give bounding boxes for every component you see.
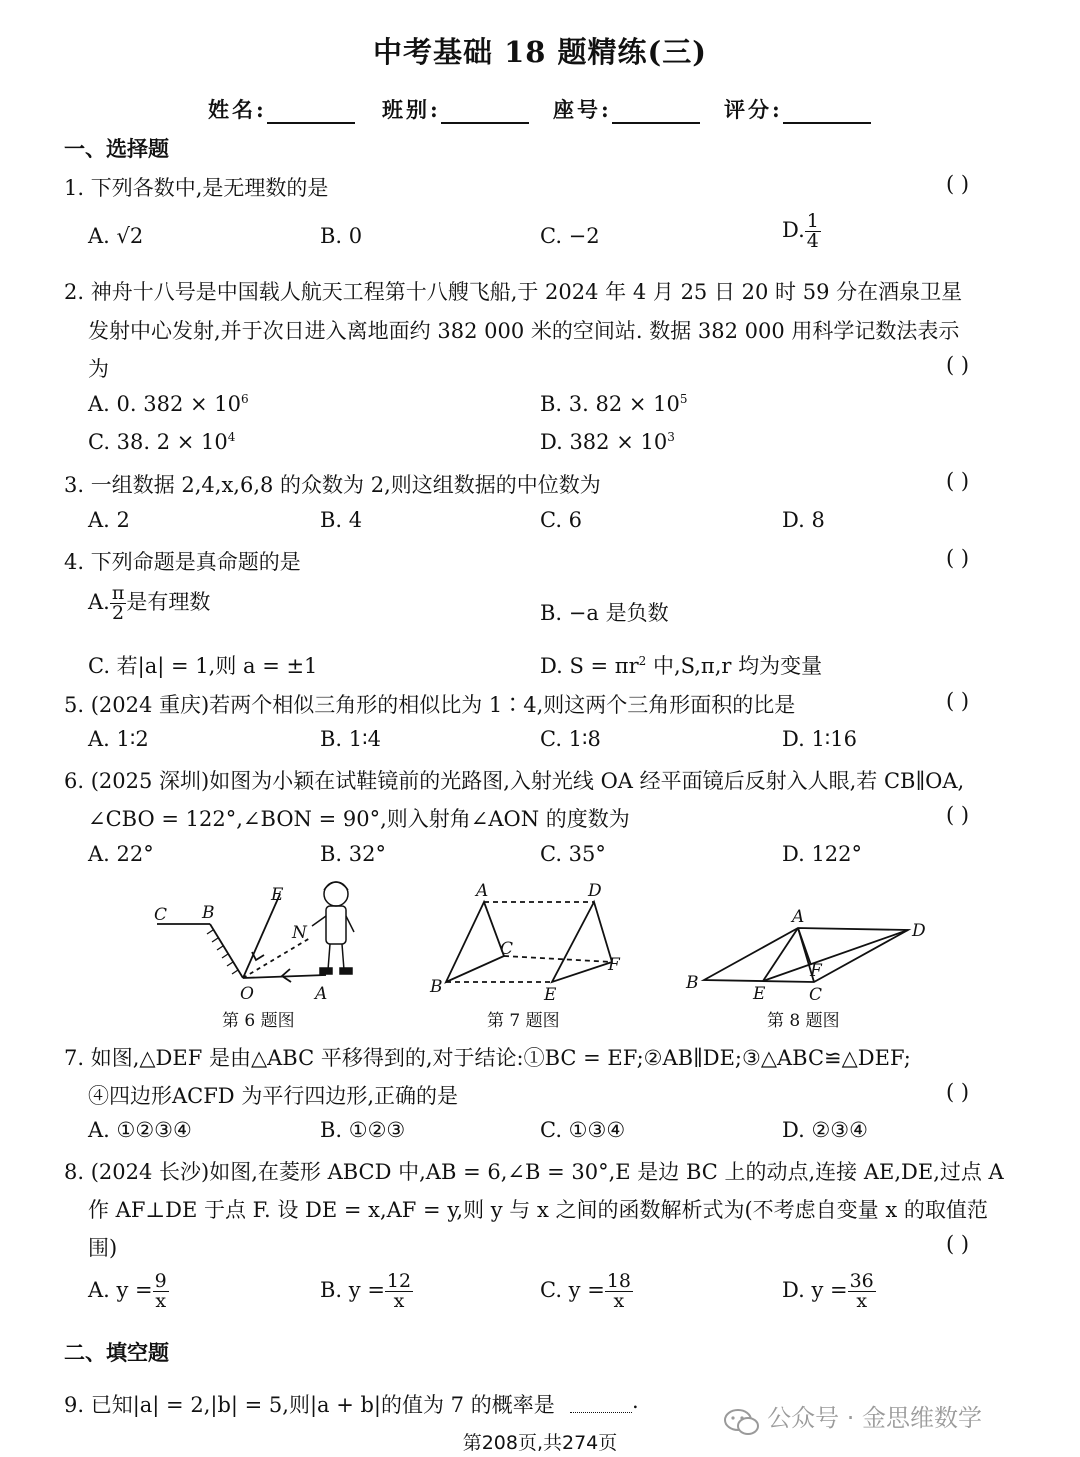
fig8-label-a: A bbox=[792, 908, 805, 927]
fig8-line-af bbox=[798, 928, 811, 965]
q8-answer-paren: ( ) bbox=[946, 1232, 970, 1256]
fig6-label-c: C bbox=[154, 905, 168, 925]
q8-b-prefix: B. y = bbox=[320, 1278, 385, 1302]
class-blank[interactable] bbox=[441, 100, 529, 124]
q1-d-prefix: D. bbox=[782, 218, 805, 242]
q2-option-b[interactable] bbox=[540, 392, 688, 416]
name-label: 姓名: bbox=[208, 97, 267, 122]
q7-option-c[interactable]: C. ①③④ bbox=[540, 1118, 626, 1142]
q5-option-d[interactable]: D. 1∶16 bbox=[782, 727, 857, 751]
q8-b-fraction bbox=[385, 1272, 413, 1311]
q1-option-d[interactable] bbox=[782, 212, 821, 251]
q2-option-d[interactable] bbox=[540, 430, 675, 454]
q3-option-c[interactable]: C. 6 bbox=[540, 508, 583, 532]
q2-a-text: A. 0. 382 × 10 bbox=[88, 392, 241, 416]
page-title: 中考基础 18 题精练(三) bbox=[373, 35, 707, 69]
q3-stem: 3. 一组数据 2,4,x,6,8 的众数为 2,则这组数据的中位数为 bbox=[64, 473, 601, 497]
q8-d-prefix: D. y = bbox=[782, 1278, 848, 1302]
q8-option-b[interactable] bbox=[320, 1272, 413, 1311]
figure-7 bbox=[426, 878, 626, 1008]
q6-answer-paren: ( ) bbox=[946, 803, 970, 827]
figure-8 bbox=[680, 908, 930, 1008]
q2-line1: 2. 神舟十八号是中国载人航天工程第十八艘飞船,于 2024 年 4 月 25 日 20 时 59 分在酒泉卫星 bbox=[64, 280, 963, 304]
fig8-label-f: F bbox=[810, 961, 822, 981]
q1-a-prefix: A. bbox=[88, 224, 110, 248]
q5-answer-paren: ( ) bbox=[946, 689, 970, 713]
fig7-label-f: F bbox=[608, 955, 620, 975]
q6-line1: 6. (2025 深圳)如图为小颖在试鞋镜前的光路图,入射光线 OA 经平面镜后反射入人眼,若 CB∥OA, bbox=[64, 769, 965, 793]
fig6-normal-on bbox=[243, 938, 310, 978]
q9-end: . bbox=[632, 1389, 639, 1413]
fig7-label-d: D bbox=[588, 881, 602, 901]
score-blank[interactable] bbox=[783, 100, 871, 124]
q7-option-d[interactable]: D. ②③④ bbox=[782, 1118, 868, 1142]
q8-c-fraction bbox=[605, 1272, 633, 1311]
fig6-label-n: N bbox=[292, 923, 307, 943]
fig8-line-ae bbox=[763, 928, 798, 981]
fig6-label-o: O bbox=[240, 984, 254, 1004]
q4-a-fraction bbox=[110, 584, 127, 623]
fig8-label-c: C bbox=[809, 985, 823, 1005]
q4-option-d[interactable] bbox=[540, 650, 822, 680]
q8-option-c[interactable] bbox=[540, 1272, 633, 1311]
fig6-ray-oe bbox=[243, 894, 280, 978]
q8-a-den: x bbox=[153, 1291, 169, 1311]
q8-d-fraction bbox=[848, 1272, 876, 1311]
q5-option-c[interactable]: C. 1∶8 bbox=[540, 727, 601, 751]
page-counter: 第208页,共274页 bbox=[462, 1432, 618, 1454]
q8-line1: 8. (2024 长沙)如图,在菱形 ABCD 中,AB = 6,∠B = 30°,E 是边 BC 上的动点,连接 AE,DE,过点 A bbox=[64, 1160, 1004, 1184]
fig7-label-c: C bbox=[500, 939, 514, 959]
section-choice-heading: 一、选择题 bbox=[64, 136, 169, 161]
fig7-label-a: A bbox=[476, 881, 489, 901]
seat-label: 座号: bbox=[553, 97, 612, 122]
q4-a-prefix: A. bbox=[88, 590, 110, 614]
q1-a-sqrt: √2 bbox=[116, 224, 144, 248]
q6-option-a[interactable]: A. 22° bbox=[88, 842, 154, 866]
name-blank[interactable] bbox=[267, 100, 355, 124]
q4-option-c[interactable]: C. 若|a| = 1,则 a = ±1 bbox=[88, 654, 318, 678]
q8-d-num: 36 bbox=[849, 1270, 874, 1292]
score-label: 评分: bbox=[724, 97, 783, 122]
q2-b-text: B. 3. 82 × 10 bbox=[540, 392, 680, 416]
fig6-label-a: A bbox=[315, 984, 328, 1004]
q3-answer-paren: ( ) bbox=[946, 469, 970, 493]
fig6-label-e: E bbox=[271, 885, 284, 905]
q4-a-num: π bbox=[111, 582, 125, 604]
q6-line2: ∠CBO = 122°,∠BON = 90°,则入射角∠AON 的度数为 bbox=[88, 807, 630, 831]
fig6-label-b: B bbox=[202, 903, 215, 923]
class-field-group bbox=[382, 94, 529, 124]
q3-option-d[interactable]: D. 8 bbox=[782, 508, 825, 532]
section-fill-heading: 二、填空题 bbox=[64, 1340, 169, 1365]
q7-line1: 7. 如图,△DEF 是由△ABC 平移得到的,对于结论:①BC = EF;②AB∥DE;③△ABC≌△DEF; bbox=[64, 1046, 911, 1070]
q8-a-num: 9 bbox=[154, 1270, 167, 1292]
fig6-mirror bbox=[210, 924, 243, 978]
name-field-group bbox=[208, 94, 355, 124]
q5-stem: 5. (2024 重庆)若两个相似三角形的相似比为 1∶4,则这两个三角形面积的比是 bbox=[64, 693, 796, 717]
q4-a-suffix: 是有理数 bbox=[126, 590, 211, 614]
q1-option-b[interactable]: B. 0 bbox=[320, 224, 363, 248]
fig8-caption: 第 8 题图 bbox=[767, 1011, 840, 1031]
q6-option-b[interactable]: B. 32° bbox=[320, 842, 387, 866]
q4-answer-paren: ( ) bbox=[946, 546, 970, 570]
q9-answer-blank[interactable] bbox=[570, 1412, 632, 1413]
q7-option-b[interactable]: B. ①②③ bbox=[320, 1118, 406, 1142]
q2-d-text: D. 382 × 10 bbox=[540, 430, 668, 454]
q6-option-c[interactable]: C. 35° bbox=[540, 842, 606, 866]
fig7-label-e: E bbox=[544, 985, 557, 1005]
score-field-group bbox=[724, 94, 871, 124]
seat-field-group bbox=[553, 94, 700, 124]
q2-option-a[interactable] bbox=[88, 392, 249, 416]
q7-answer-paren: ( ) bbox=[946, 1080, 970, 1104]
q5-option-a[interactable]: A. 1∶2 bbox=[88, 727, 149, 751]
q3-option-b[interactable]: B. 4 bbox=[320, 508, 363, 532]
q8-c-prefix: C. y = bbox=[540, 1278, 605, 1302]
q2-line2: 发射中心发射,并于次日进入离地面约 382 000 米的空间站. 数据 382 000 用科学记数法表示 bbox=[88, 319, 960, 343]
q8-c-num: 18 bbox=[606, 1270, 631, 1292]
fig6-hatching bbox=[207, 930, 238, 974]
q4-stem: 4. 下列命题是真命题的是 bbox=[64, 550, 301, 574]
q8-line2: 作 AF⊥DE 于点 F. 设 DE = x,AF = y,则 y 与 x 之间的函数解析式为(不考虑自变量 x 的取值范 bbox=[88, 1198, 988, 1222]
q1-d-num: 1 bbox=[806, 210, 819, 232]
q2-d-exp: 3 bbox=[667, 430, 675, 444]
q7-option-a[interactable]: A. ①②③④ bbox=[88, 1118, 192, 1142]
q7-line2: ④四边形ACFD 为平行四边形,正确的是 bbox=[88, 1084, 458, 1108]
fig7-caption: 第 7 题图 bbox=[487, 1011, 560, 1031]
watermark-text: 公众号 · 金思维数学 bbox=[767, 1404, 982, 1432]
q8-option-d[interactable] bbox=[782, 1272, 876, 1311]
fig7-triangle-def bbox=[552, 902, 612, 982]
q2-a-exp: 6 bbox=[240, 392, 249, 406]
q2-line3: 为 bbox=[88, 357, 109, 381]
fig8-label-b: B bbox=[686, 973, 699, 993]
q2-option-c[interactable] bbox=[88, 430, 235, 454]
fig6-caption: 第 6 题图 bbox=[222, 1011, 295, 1031]
q2-b-exp: 5 bbox=[679, 392, 688, 406]
q8-d-den: x bbox=[848, 1291, 876, 1311]
q8-c-den: x bbox=[605, 1291, 633, 1311]
q1-answer-paren: ( ) bbox=[946, 172, 970, 196]
fig7-label-b: B bbox=[430, 977, 443, 997]
q2-c-exp: 4 bbox=[227, 430, 236, 444]
q4-d-suffix: 中,S,π,r 均为变量 bbox=[646, 654, 823, 678]
q8-a-fraction bbox=[153, 1272, 169, 1311]
q3-option-a[interactable]: A. 2 bbox=[88, 508, 130, 532]
fig8-label-d: D bbox=[912, 921, 926, 941]
q2-answer-paren: ( ) bbox=[946, 353, 970, 377]
q8-line3: 围) bbox=[88, 1236, 118, 1260]
fig7-line-cf bbox=[504, 956, 612, 962]
q8-a-prefix: A. y = bbox=[88, 1278, 153, 1302]
girl-figure-icon bbox=[312, 882, 354, 974]
q8-b-num: 12 bbox=[386, 1270, 412, 1292]
q4-d-exp: 2 bbox=[638, 654, 647, 668]
q4-d-prefix: D. S = πr bbox=[540, 654, 639, 678]
q1-d-den: 4 bbox=[806, 230, 819, 252]
fig8-line-de bbox=[763, 930, 908, 981]
q1-stem: 1. 下列各数中,是无理数的是 bbox=[64, 176, 329, 200]
seat-blank[interactable] bbox=[612, 100, 700, 124]
q1-option-a[interactable] bbox=[88, 224, 143, 248]
fig7-triangle-abc bbox=[446, 902, 504, 982]
q9-stem: 9. 已知|a| = 2,|b| = 5,则|a + b|的值为 7 的概率是 bbox=[64, 1393, 555, 1417]
q4-option-b[interactable]: B. −a 是负数 bbox=[540, 601, 669, 625]
q1-d-fraction bbox=[805, 212, 821, 251]
q5-option-b[interactable]: B. 1∶4 bbox=[320, 727, 381, 751]
fig8-label-e: E bbox=[753, 984, 766, 1004]
q1-option-c[interactable]: C. −2 bbox=[540, 224, 600, 248]
q2-c-text: C. 38. 2 × 10 bbox=[88, 430, 228, 454]
q8-option-a[interactable] bbox=[88, 1272, 169, 1311]
q4-option-a[interactable] bbox=[88, 584, 210, 623]
q8-b-den: x bbox=[385, 1291, 413, 1311]
q4-a-den: 2 bbox=[110, 603, 127, 623]
class-label: 班别: bbox=[382, 97, 441, 122]
q6-option-d[interactable]: D. 122° bbox=[782, 842, 863, 866]
